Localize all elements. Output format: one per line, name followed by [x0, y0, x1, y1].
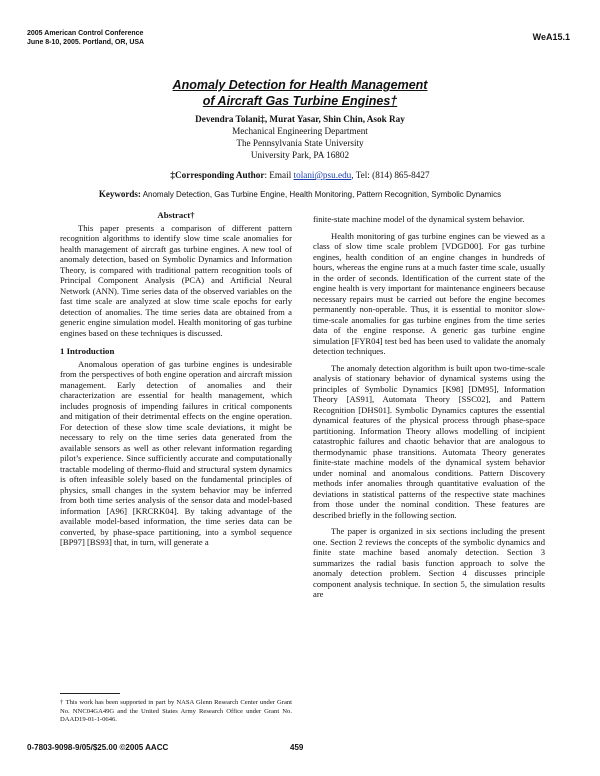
section-heading-introduction: 1 Introduction [60, 346, 115, 356]
author-department: Mechanical Engineering Department [232, 126, 368, 136]
paper-title [0, 77, 600, 109]
author-university: The Pennsylvania State University [236, 138, 364, 148]
page-number: 459 [290, 743, 304, 752]
email-prefix: : Email [264, 170, 294, 180]
right-column [313, 214, 545, 600]
title-line-2: of Aircraft Gas Turbine Engines† [202, 94, 398, 108]
email-link[interactable]: tolani@psu.edu [293, 170, 352, 180]
author-city: University Park, PA 16802 [250, 150, 350, 160]
telephone: , Tel: (814) 865-8427 [351, 170, 430, 180]
intro-paragraph-1: Anomalous operation of gas turbine engines is undesirable from the perspectives of both engine operation and aircraft mission management. Early detection of anomalies and their characterization are essential for health management, which includes prognosis of impending failures in critical components and mitigation of their detrimental effects on the engine operation. For detection of these slow time scale deviations, it might be necessary to rely on the time series data generated from the available sensors as well as other relevant information regarding pilot’s experience. Since sufficiently accurate and computationally tractable modeling of thermo-fluid and structural system dynamics is often infeasible solely based on the fundamental principles of physics, small changes in the system behavior may be inferred from both time series analysis of the sensor data and model-based information [A96] [KRCRK04]. By taking advantage of the available model-based information, the time series data can be converted, by phase-space partitioning, into a symbol sequence [BP97] [BS93] that, in turn, will generate a [60, 358, 292, 547]
keywords-label: Keywords: [98, 189, 141, 199]
title-line-1: Anomaly Detection for Health Management [172, 78, 428, 92]
abstract-text: This paper presents a comparison of different pattern recognition algorithms to identify slow time scale anomalies for health management of aircraft gas turbine engines. A new tool of anomaly detection, based on Symbolic Dynamics and Information Theory, is compared with traditional pattern recognition tools of Principal Component Analysis (PCA) and Artificial Neural Network (ANN). Time series data of the observed variables on the fast time scale are analyzed at slow time scale epochs for early detection of anomalies. The time series data are obtained from a generic engine simulation model. Health monitoring of gas turbine engines based on these techniques is discussed. [60, 222, 292, 338]
copyright-line: 0-7803-9098-9/05/$25.00 ©2005 AACC [27, 743, 169, 752]
funding-footnote: † This work has been supported in part by NASA Glenn Research Center under Grant No. NNC04GA49G and the United States Army Research Office under Grant No. DAAD19-01-1-0646. [60, 699, 292, 723]
conference-name: 2005 American Control Conference [27, 30, 144, 37]
intro-paragraph-3: The anomaly detection algorithm is built upon two-time-scale analysis of stationary behavior of dynamical systems using the principles of Symbolic Dynamics [K98] [DM95], Information Theory [AS91], Automata Theory [SSC02], and Pattern Recognition [DHS01]. Symbolic Dynamics captures the essential dynamical features of the physical process through phase-space partitioning. Information Theory allows modelling of incipient catastrophic failures and chaotic behavior that are analogous to thermodynamic phase transitions. Automata Theory generates finite-state machine models of the dynamical system behavior under nominal and anomalous conditions. Pattern Discovery methods infer anomalies through quantitative evaluation of the deviations in statistical patterns of the respective state machines from those under the nominal condition. These features are described briefly in the following section. [313, 362, 545, 520]
abstract-heading: Abstract† [157, 210, 195, 220]
conference-header [27, 29, 144, 47]
author-names: Devendra Tolani‡, Murat Yasar, Shin Chin, Asok Ray [195, 114, 405, 124]
corresponding-label: ‡Corresponding Author [170, 170, 265, 180]
left-column [60, 210, 292, 548]
author-block [0, 113, 600, 161]
footnote-divider [60, 693, 120, 694]
keywords [0, 188, 600, 201]
intro-paragraph-4: The paper is organized in six sections including the present one. Section 2 reviews the concepts of the symbolic dynamics and finite state machine based anomaly detection. Section 3 summarizes the radial basis function approach to solve the anomaly detection problem. Section 4 discusses principle component analysis technique. In section 5, the simulation results are [313, 526, 545, 599]
intro-paragraph-1-continued: finite-state machine model of the dynamical system behavior. [313, 214, 525, 224]
conference-dates: June 8-10, 2005. Portland, OR, USA [27, 39, 145, 46]
session-code: WeA15.1 [532, 32, 570, 42]
intro-paragraph-2: Health monitoring of gas turbine engines can be viewed as a class of slow time scale problem [VDGD00]. For gas turbine engines, health condition of an engine changes in hundreds of hours, whereas the engine runs at a much faster time scale, usually in the order of seconds. Identification of the current state of the engine health is very important for maintenance engineers because necessary repairs must be carried out before the engine becomes permanently non-operable. Thus, it is essential to monitor slow-time-scale anomalies for gas turbine engines from the time series data of the engine response. A generic gas turbine engine simulation [FYR04] test bed has been used to validate the anomaly detection techniques. [313, 230, 545, 356]
corresponding-author [0, 169, 600, 181]
keywords-text: Anomaly Detection, Gas Turbine Engine, Health Monitoring, Pattern Recognition, Symbolic Dynamics [140, 190, 502, 199]
